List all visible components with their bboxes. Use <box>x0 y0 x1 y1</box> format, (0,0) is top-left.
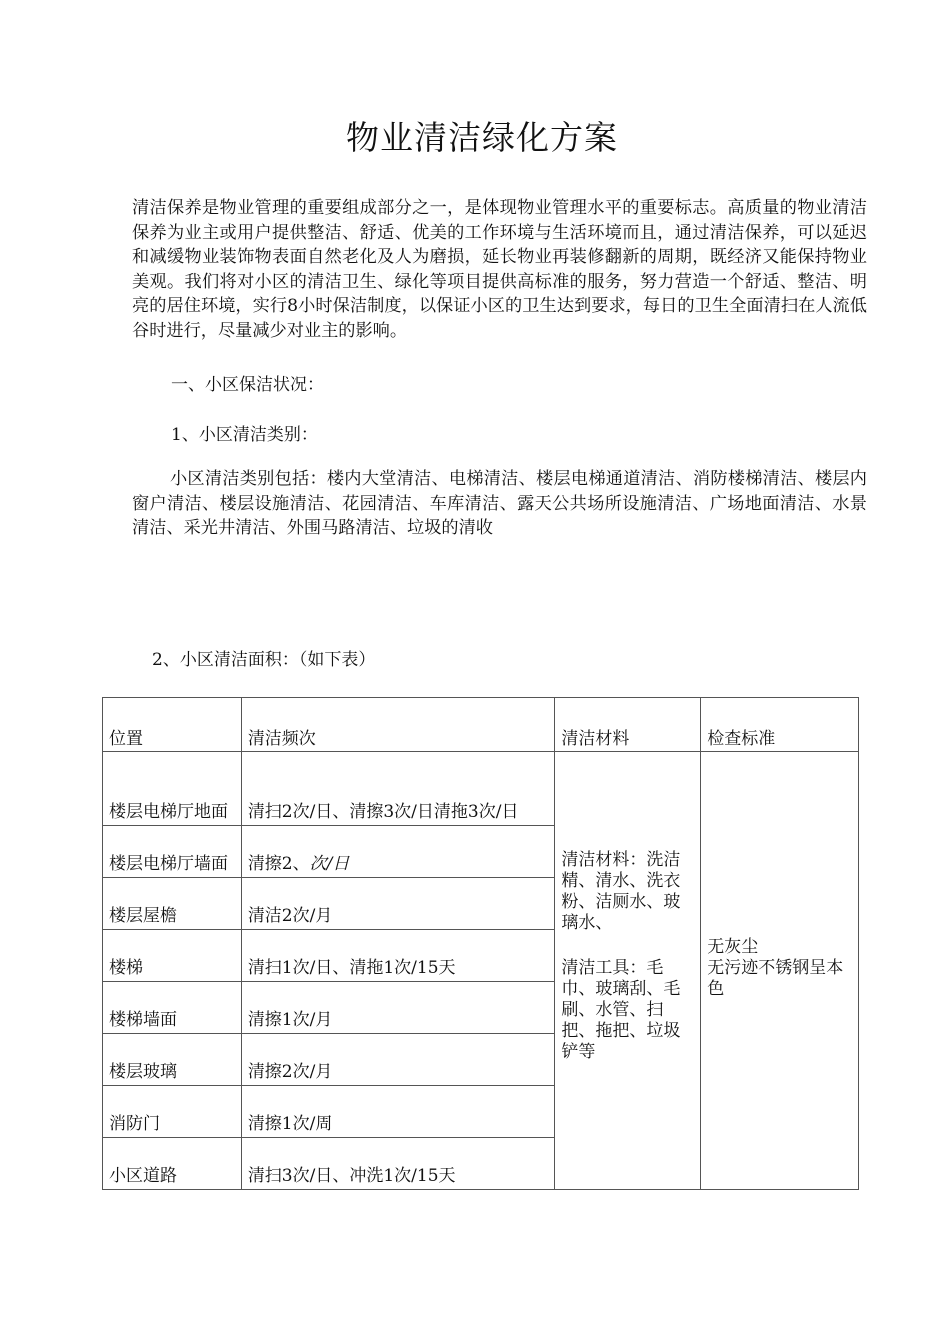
cell-standard <box>701 752 859 1190</box>
cell-position: 楼梯墙面 <box>103 982 242 1034</box>
document-title: 物业清洁绿化方案 <box>346 118 618 157</box>
frequency-part-b: 次/日 <box>309 854 350 874</box>
cell-position: 小区道路 <box>103 1138 242 1190</box>
cell-frequency: 清扫1次/日、清拖1次/15天 <box>241 930 555 982</box>
standard-line-1: 无灰尘 <box>707 937 759 957</box>
cell-position: 楼层玻璃 <box>103 1034 242 1086</box>
cell-frequency: 清扫2次/日、清擦3次/日清拖3次/日 <box>241 752 555 826</box>
frequency-part-a: 清擦2、 <box>247 854 310 874</box>
cell-position: 消防门 <box>103 1086 242 1138</box>
intro-paragraph: 清洁保养是物业管理的重要组成部分之一，是体现物业管理水平的重要标志。高质量的物业清洁保养为业主或用户提供整洁、舒适、优美的工作环境与生活环境而且，通过清洁保养，可以延迟和减缓物业装饰物表面自然老化及人为磨损，延长物业再装修翻新的周期，既经济又能保持物业美观。我们将对小区的清洁卫生、绿化等项目提供高标准的服务，努力营造一个舒适、整洁、明亮的居住环境，实行8小时保洁制度，以保证小区的卫生达到要求，每日的卫生全面清扫在人流低谷时进行，尽量减少对业主的影响。 <box>132 198 867 341</box>
cell-frequency: 清扫3次/日、冲洗1次/15天 <box>241 1138 555 1190</box>
header-standard: 检查标准 <box>701 698 859 752</box>
table-header-row <box>103 698 859 752</box>
cell-frequency: 清洁2次/月 <box>241 878 555 930</box>
cell-materials <box>555 752 701 1190</box>
tools-text: 清洁工具：毛巾、玻璃刮、毛刷、水管、扫把、拖把、垃圾铲等 <box>561 958 681 1062</box>
section-heading-1-2: 2、小区清洁面积：（如下表） <box>152 650 376 670</box>
cell-frequency: 清擦2次/月 <box>241 1034 555 1086</box>
cell-position: 楼梯 <box>103 930 242 982</box>
header-frequency: 清洁频次 <box>241 698 555 752</box>
header-materials: 清洁材料 <box>555 698 701 752</box>
standard-line-2: 无污迹不锈钢呈本色 <box>707 958 844 999</box>
cell-frequency <box>241 826 555 878</box>
table-row <box>103 752 859 826</box>
header-position: 位置 <box>103 698 242 752</box>
categories-paragraph: 小区清洁类别包括：楼内大堂清洁、电梯清洁、楼层电梯通道清洁、消防楼梯清洁、楼层内窗户清洁、楼层设施清洁、花园清洁、车库清洁、露天公共场所设施清洁、广场地面清洁、水景清洁、采光井清洁、外围马路清洁、垃圾的清收 <box>132 469 867 539</box>
cleaning-table <box>102 697 859 1190</box>
section-heading-1: 一、小区保洁状况： <box>171 375 324 395</box>
cell-position: 楼层屋檐 <box>103 878 242 930</box>
materials-text: 清洁材料：洗洁精、清水、洗衣粉、洁厕水、玻璃水、 <box>561 850 681 933</box>
cell-position: 楼层电梯厅墙面 <box>103 826 242 878</box>
cell-position: 楼层电梯厅地面 <box>103 752 242 826</box>
section-heading-1-1: 1、小区清洁类别： <box>171 425 318 445</box>
cell-frequency: 清擦1次/月 <box>241 982 555 1034</box>
cell-frequency: 清擦1次/周 <box>241 1086 555 1138</box>
